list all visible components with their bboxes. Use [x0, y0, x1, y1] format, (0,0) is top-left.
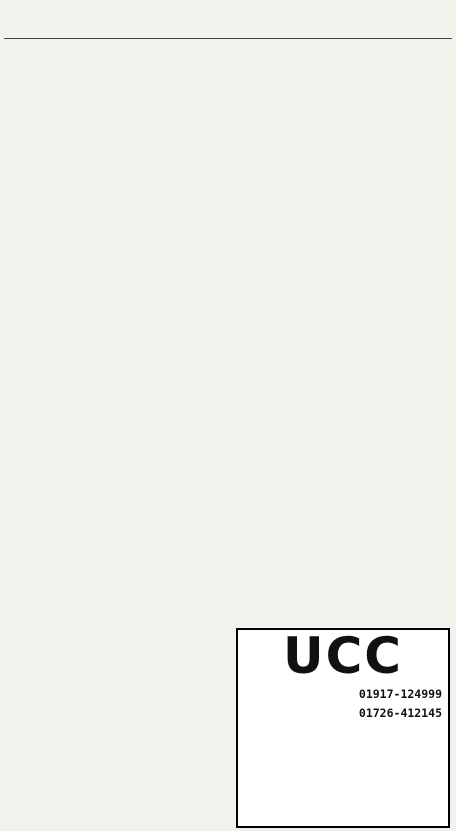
- ucc-logo: UCC: [283, 628, 403, 685]
- branch-2-phone: 01726-412145: [358, 706, 442, 720]
- previous-column-tail: [0, 0, 456, 12]
- article-headline: [4, 12, 452, 39]
- ad-branch-1: [238, 685, 448, 704]
- ad-branch-2: [238, 704, 448, 723]
- ucc-advertisement: [236, 628, 450, 828]
- article-body-continuation: [4, 644, 230, 828]
- article-body: [4, 42, 450, 642]
- branch-1-phone: 01917-124999: [358, 687, 442, 701]
